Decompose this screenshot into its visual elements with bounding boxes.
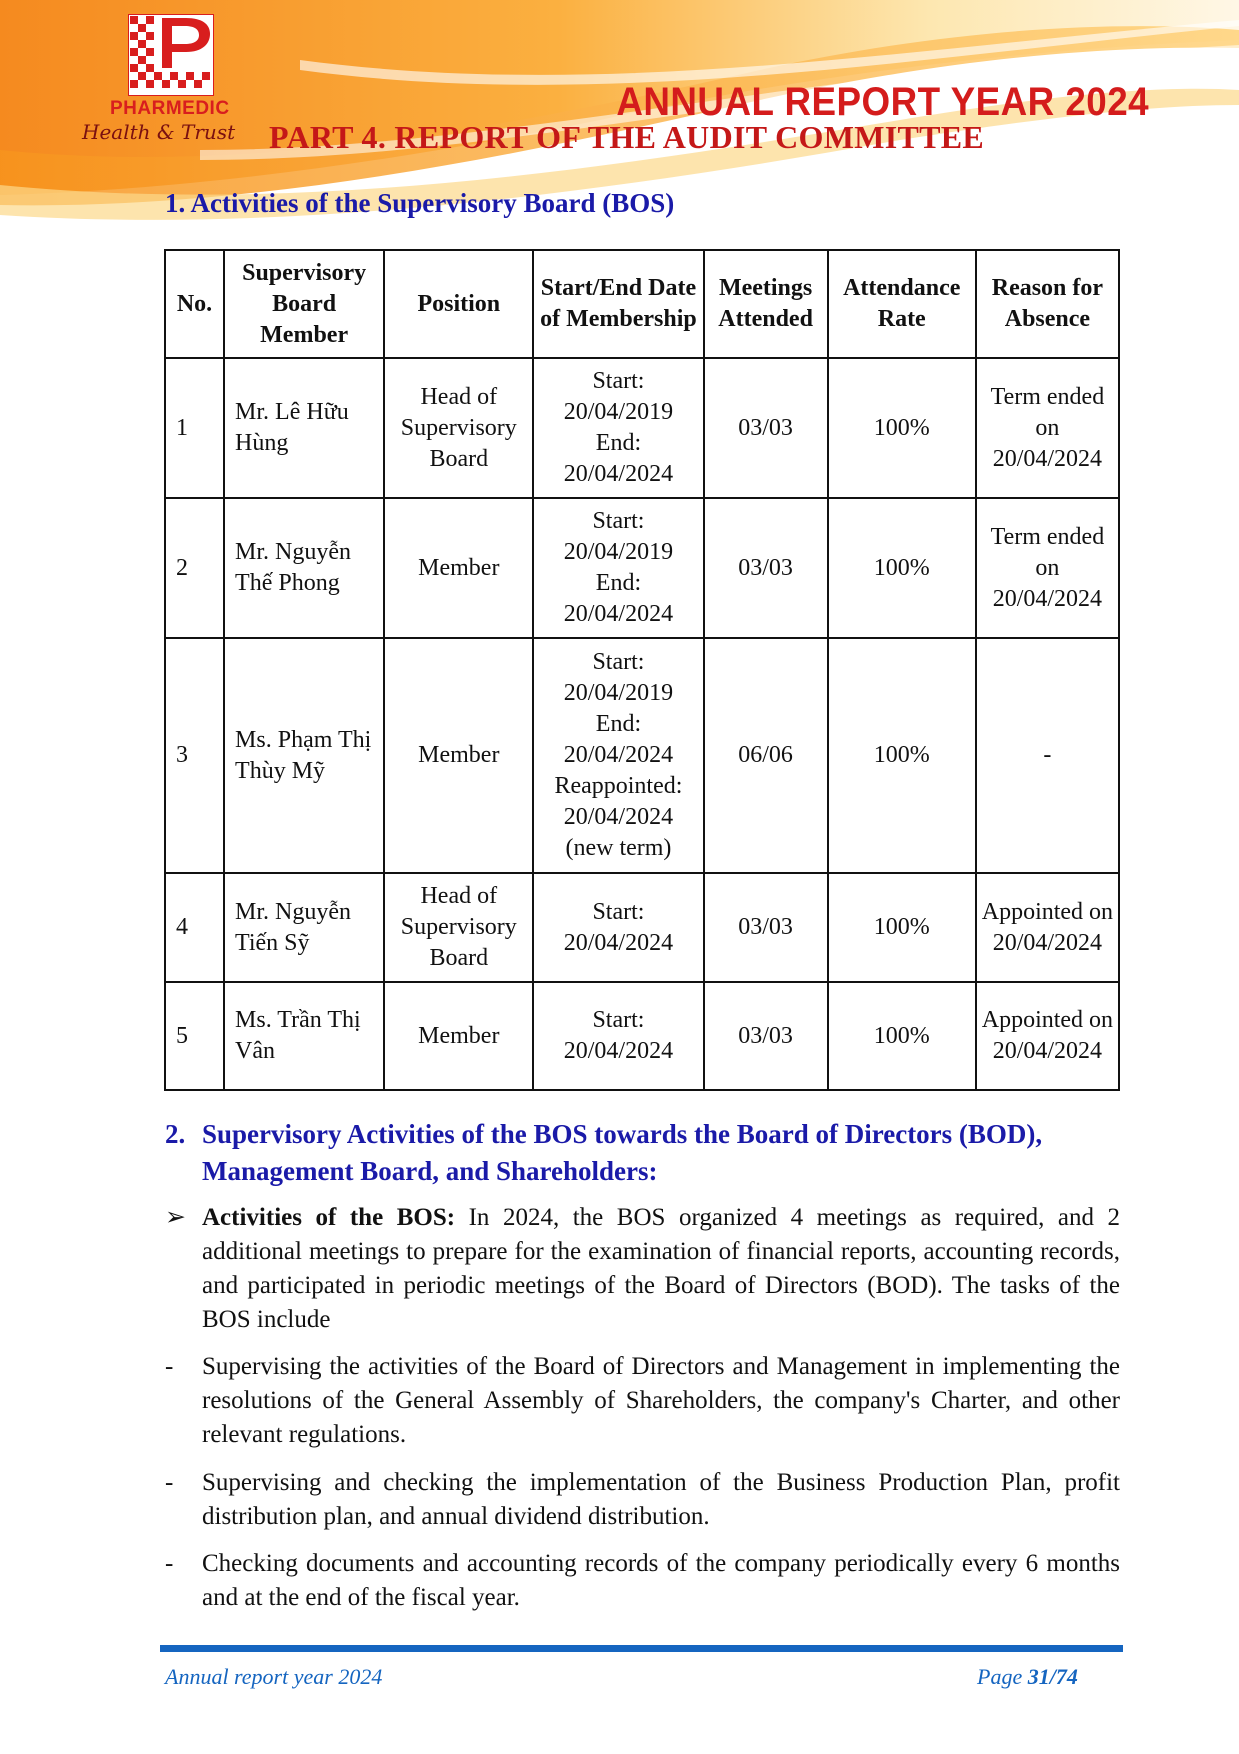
cell-meetings: 03/03 [704, 498, 828, 638]
table-row [165, 982, 1119, 1090]
cell-rate: 100% [828, 638, 976, 873]
column-header: Reason for Absence [976, 250, 1119, 358]
cell-reason: Appointed on 20/04/2024 [976, 982, 1119, 1090]
brand-name: PHARMEDIC [110, 98, 230, 119]
dash-bullet: - [165, 1469, 174, 1496]
cell-reason: Term ended on 20/04/2024 [976, 498, 1119, 638]
activities-text: In 2024, the BOS organized 4 meetings as required, and 2 additional meetings to prepare for the examination of financial reports, accounting records, and participated in periodic meetings of the Board of Directors (BOD). The tasks of the BOS include [202, 1204, 1120, 1333]
cell-member: Mr. Nguyễn Tiến Sỹ [224, 873, 384, 982]
cell-member: Mr. Nguyễn Thế Phong [224, 498, 384, 638]
list-item-text: Supervising the activities of the Board of Directors and Management in implementing the resolutions of the General Assembly of Shareholders, the company's Charter, and other relevant regulations. [202, 1353, 1120, 1448]
table-row [165, 498, 1119, 638]
cell-dates: Start: 20/04/2019 End: 20/04/2024 Reappointed: 20/04/2024 (new term) [533, 638, 703, 873]
cell-position: Member [384, 982, 533, 1090]
cell-position: Head of Supervisory Board [384, 873, 533, 982]
list-item-text: Supervising and checking the implementation of the Business Production Plan, profit distribution plan, and annual dividend distribution. [202, 1469, 1120, 1530]
cell-no: 5 [165, 982, 224, 1090]
cell-no: 2 [165, 498, 224, 638]
cell-rate: 100% [828, 982, 976, 1090]
page-prefix: Page [977, 1664, 1028, 1689]
cell-position: Member [384, 498, 533, 638]
part-title: PART 4. REPORT OF THE AUDIT COMMITTEE [269, 119, 985, 155]
column-header: Attendance Rate [828, 250, 976, 358]
cell-meetings: 03/03 [704, 982, 828, 1090]
table-row [165, 873, 1119, 982]
cell-member: Ms. Phạm Thị Thùy Mỹ [224, 638, 384, 873]
table-header-row [165, 250, 1119, 358]
cell-no: 4 [165, 873, 224, 982]
cell-position: Head of Supervisory Board [384, 358, 533, 498]
pharmedic-logo-icon [128, 14, 214, 96]
report-title: ANNUAL REPORT YEAR 2024 [616, 80, 1149, 124]
cell-meetings: 03/03 [704, 873, 828, 982]
list-item [165, 1547, 1120, 1615]
list-item [165, 1466, 1120, 1534]
activities-lead: Activities of the BOS: [202, 1204, 456, 1231]
table-row [165, 358, 1119, 498]
cell-meetings: 06/06 [704, 638, 828, 873]
cell-rate: 100% [828, 358, 976, 498]
cell-dates: Start: 20/04/2019 End: 20/04/2024 [533, 498, 703, 638]
footer-page-number [977, 1664, 1078, 1690]
cell-no: 3 [165, 638, 224, 873]
cell-dates: Start: 20/04/2019 End: 20/04/2024 [533, 358, 703, 498]
dash-bullet: - [165, 1550, 174, 1577]
section-number: 2. [165, 1119, 186, 1149]
cell-meetings: 03/03 [704, 358, 828, 498]
cell-no: 1 [165, 358, 224, 498]
cell-dates: Start: 20/04/2024 [533, 873, 703, 982]
page-number: 31/74 [1027, 1664, 1078, 1689]
footer-report-name: Annual report year 2024 [165, 1664, 383, 1689]
dash-bullet: - [165, 1353, 174, 1380]
column-header: Meetings Attended [704, 250, 828, 358]
supervisory-board-table [164, 249, 1120, 1091]
cell-reason: - [976, 638, 1119, 873]
section-2-heading [165, 1116, 1125, 1190]
section-title: Supervisory Activities of the BOS towards the Board of Directors (BOD), Management Board, and Shareholders: [202, 1119, 1043, 1186]
cell-member: Ms. Trần Thị Vân [224, 982, 384, 1090]
cell-reason: Appointed on 20/04/2024 [976, 873, 1119, 982]
cell-rate: 100% [828, 498, 976, 638]
brand-tagline: Health & Trust [82, 120, 236, 144]
company-logo [82, 14, 252, 144]
column-header: Start/End Date of Membership [533, 250, 703, 358]
cell-rate: 100% [828, 873, 976, 982]
arrow-bullet-icon: ➢ [165, 1204, 186, 1231]
cell-reason: Term ended on 20/04/2024 [976, 358, 1119, 498]
cell-member: Mr. Lê Hữu Hùng [224, 358, 384, 498]
footer-divider [160, 1645, 1123, 1652]
column-header: Supervisory Board Member [224, 250, 384, 358]
table-row [165, 638, 1119, 873]
list-item-text: Checking documents and accounting records of the company periodically every 6 months and at the end of the fiscal year. [202, 1550, 1120, 1611]
list-item [165, 1350, 1120, 1452]
activities-paragraph [165, 1201, 1120, 1337]
cell-position: Member [384, 638, 533, 873]
cell-dates: Start: 20/04/2024 [533, 982, 703, 1090]
section-1-heading: 1. Activities of the Supervisory Board (BOS) [165, 188, 675, 218]
column-header: No. [165, 250, 224, 358]
column-header: Position [384, 250, 533, 358]
